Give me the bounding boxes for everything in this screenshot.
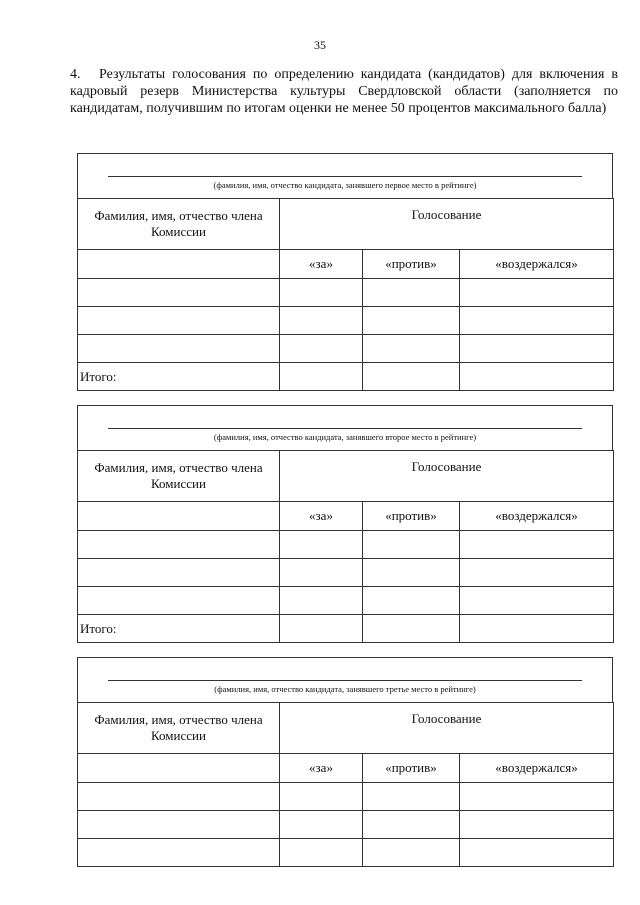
table-row <box>78 531 614 559</box>
against-header: «против» <box>363 250 460 279</box>
abstained-header: «воздержался» <box>460 250 614 279</box>
section-number: 4. <box>70 67 81 82</box>
candidate-name-row <box>77 657 613 702</box>
table-row <box>78 335 614 363</box>
candidate-name-row <box>77 153 613 198</box>
candidate-caption: (фамилия, имя, отчество кандидата, занявшего второе место в рейтинге) <box>213 432 477 442</box>
table-row <box>78 307 614 335</box>
for-header: «за» <box>280 250 363 279</box>
voting-table <box>77 198 614 391</box>
member-subheader-cell <box>78 502 280 531</box>
voting-table <box>77 702 614 867</box>
total-row <box>78 615 614 643</box>
voting-column-header: Голосование <box>280 451 614 502</box>
abstained-header: «воздержался» <box>460 502 614 531</box>
table-row <box>78 279 614 307</box>
against-header: «против» <box>363 502 460 531</box>
member-column-header: Фамилия, имя, отчество члена Комиссии <box>78 703 280 754</box>
candidate-name-line[interactable] <box>108 176 582 177</box>
section-text: Результаты голосования по определению кандидата (кандидатов) для включения в кадровый резерв Министерства культуры Свердловской области (заполняется по кандидатам, получившим по итогам оценки не менее 50 процентов максимального балла) <box>70 67 619 116</box>
member-column-header: Фамилия, имя, отчество члена Комиссии <box>78 199 280 250</box>
candidate-caption: (фамилия, имя, отчество кандидата, занявшего третье место в рейтинге) <box>214 684 476 694</box>
page-number: 35 <box>314 38 326 52</box>
for-header: «за» <box>280 754 363 783</box>
member-subheader-cell <box>78 754 280 783</box>
table-row <box>78 783 614 811</box>
total-row <box>78 363 614 391</box>
against-header: «против» <box>363 754 460 783</box>
voting-table <box>77 450 614 643</box>
member-subheader-cell <box>78 250 280 279</box>
table-row <box>78 587 614 615</box>
total-label: Итого: <box>78 363 280 391</box>
section-heading <box>70 66 618 117</box>
voting-column-header: Голосование <box>280 703 614 754</box>
candidate-name-line[interactable] <box>108 428 582 429</box>
candidate-block-3 <box>77 657 613 867</box>
candidate-name-line[interactable] <box>108 680 582 681</box>
candidate-name-row <box>77 405 613 450</box>
table-row <box>78 811 614 839</box>
total-label: Итого: <box>78 615 280 643</box>
abstained-header: «воздержался» <box>460 754 614 783</box>
table-row <box>78 839 614 867</box>
candidate-caption: (фамилия, имя, отчество кандидата, занявшего первое место в рейтинге) <box>213 180 477 190</box>
for-header: «за» <box>280 502 363 531</box>
candidate-block-2 <box>77 405 613 643</box>
table-row <box>78 559 614 587</box>
member-column-header: Фамилия, имя, отчество члена Комиссии <box>78 451 280 502</box>
candidate-block-1 <box>77 153 613 391</box>
voting-column-header: Голосование <box>280 199 614 250</box>
